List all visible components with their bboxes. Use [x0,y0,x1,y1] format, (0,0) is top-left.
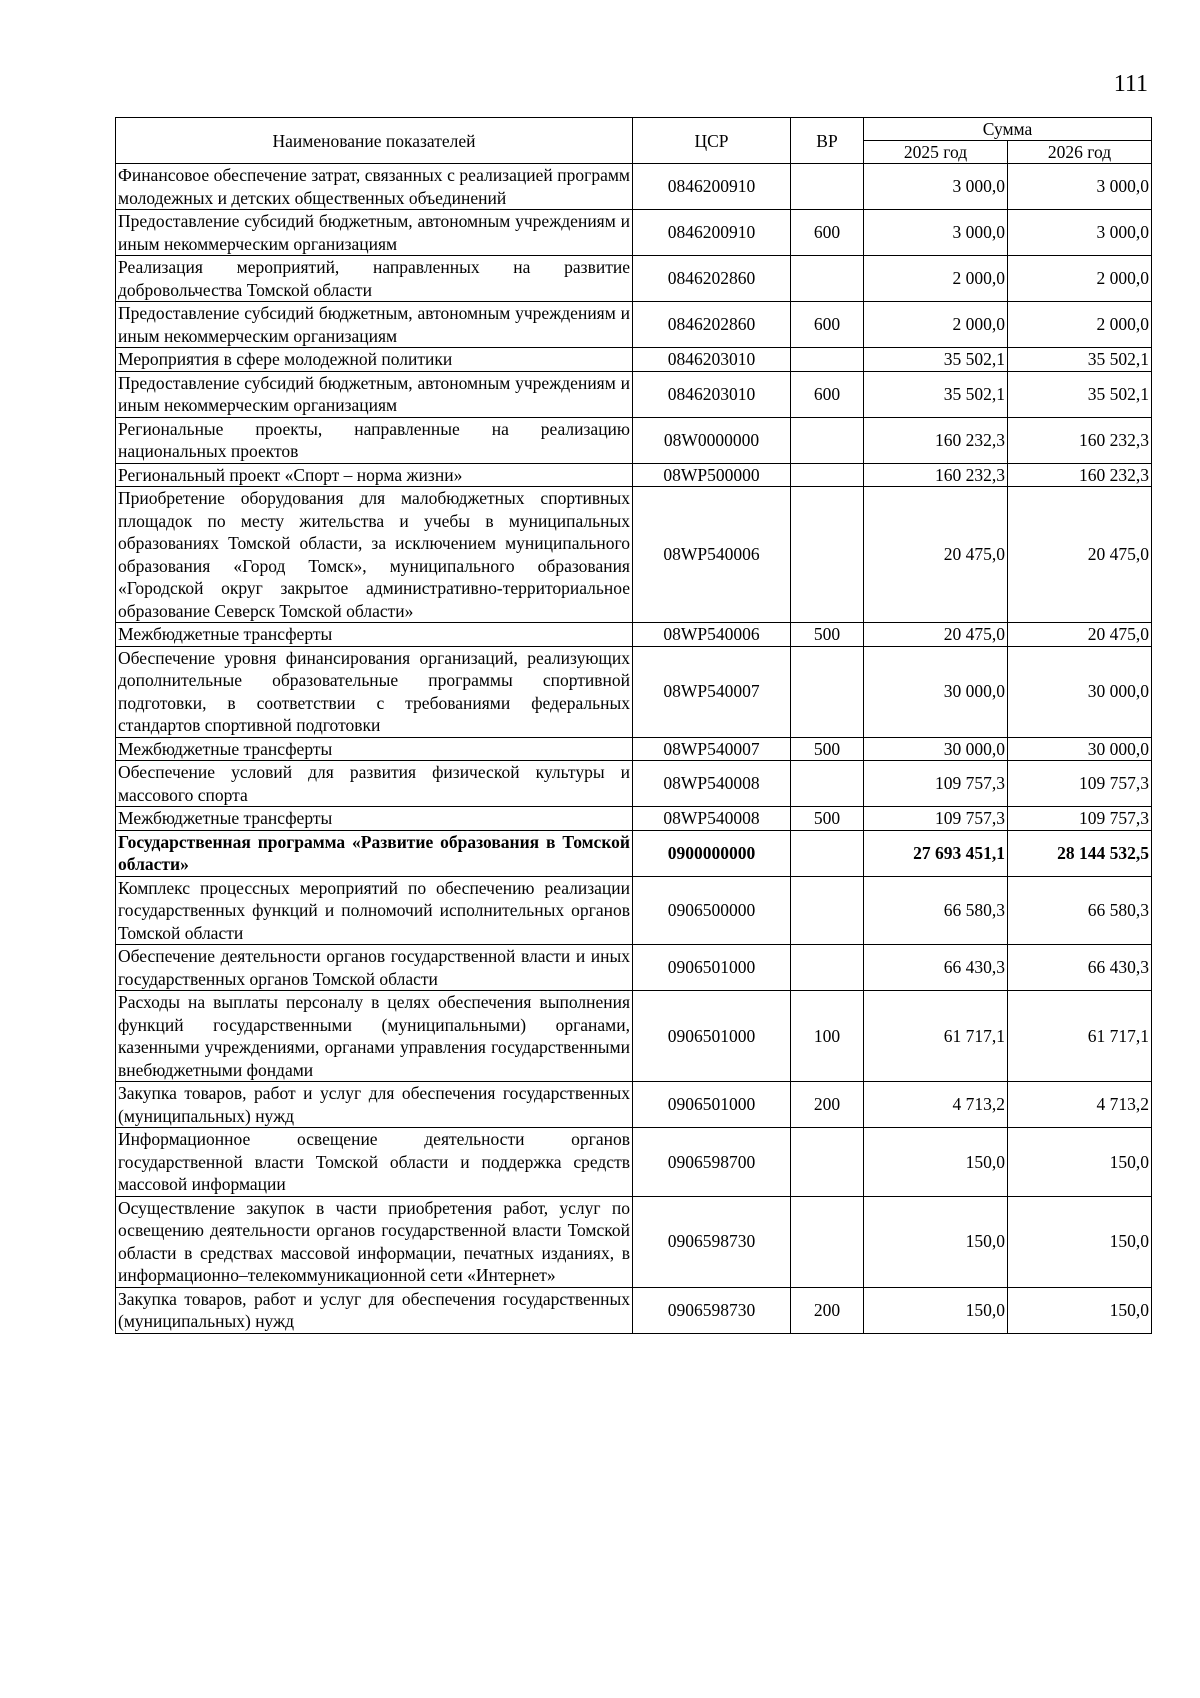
row-name-cell: Реализация мероприятий, направленных на развитие добровольчества Томской области [116,256,633,302]
row-sum-2025-cell: 2 000,0 [864,302,1008,348]
row-vr-cell: 600 [791,210,864,256]
table-row [116,737,1152,761]
table-row [116,1196,1152,1287]
row-name-cell: Межбюджетные трансферты [116,623,633,647]
row-vr-cell: 500 [791,623,864,647]
table-row [116,371,1152,417]
row-csr-cell: 08W0000000 [633,417,791,463]
row-name-cell: Региональный проект «Спорт – норма жизни» [116,463,633,487]
row-sum-2025-cell: 3 000,0 [864,164,1008,210]
row-vr-cell: 100 [791,991,864,1082]
row-sum-2025-cell: 150,0 [864,1128,1008,1197]
table-row [116,210,1152,256]
row-name-cell: Расходы на выплаты персоналу в целях обеспечения выполнения функций государственными (муниципальными) органами, казенными учреждениями, органами управления государственными внебюджетными фондами [116,991,633,1082]
row-csr-cell: 0900000000 [633,830,791,876]
row-vr-cell [791,1196,864,1287]
table-row [116,830,1152,876]
row-csr-cell: 08WP500000 [633,463,791,487]
row-csr-cell: 08WP540006 [633,623,791,647]
row-name-cell: Приобретение оборудования для малобюджетных спортивных площадок по месту жительства и учебы в муниципальных образованиях Томской области, за исключением муниципального образования «Город Томск», муниципального образования «Городской округ закрытое административно-территориальное образование Северск Томской области» [116,487,633,623]
row-vr-cell: 500 [791,737,864,761]
row-name-cell: Комплекс процессных мероприятий по обеспечению реализации государственных функций и полномочий исполнительных органов Томской области [116,876,633,945]
row-sum-2026-cell: 109 757,3 [1008,807,1152,831]
row-sum-2026-cell: 30 000,0 [1008,646,1152,737]
row-sum-2025-cell: 20 475,0 [864,487,1008,623]
row-sum-2026-cell: 150,0 [1008,1287,1152,1333]
row-sum-2025-cell: 27 693 451,1 [864,830,1008,876]
row-csr-cell: 0906598700 [633,1128,791,1197]
table-row [116,348,1152,372]
row-name-cell: Финансовое обеспечение затрат, связанных с реализацией программ молодежных и детских общественных объединений [116,164,633,210]
row-sum-2025-cell: 4 713,2 [864,1082,1008,1128]
row-name-cell: Обеспечение деятельности органов государственной власти и иных государственных органов Томской области [116,945,633,991]
row-sum-2025-cell: 30 000,0 [864,646,1008,737]
row-csr-cell: 0846203010 [633,348,791,372]
row-sum-2025-cell: 3 000,0 [864,210,1008,256]
table-row [116,302,1152,348]
row-sum-2025-cell: 2 000,0 [864,256,1008,302]
row-vr-cell [791,830,864,876]
table-row [116,761,1152,807]
table-row [116,164,1152,210]
row-csr-cell: 08WP540007 [633,737,791,761]
header-vr: ВР [791,118,864,164]
row-csr-cell: 08WP540008 [633,807,791,831]
row-sum-2025-cell: 66 580,3 [864,876,1008,945]
row-sum-2026-cell: 109 757,3 [1008,761,1152,807]
row-csr-cell: 0906598730 [633,1287,791,1333]
row-csr-cell: 0846202860 [633,302,791,348]
table-row [116,417,1152,463]
row-sum-2026-cell: 20 475,0 [1008,487,1152,623]
row-name-cell: Осуществление закупок в части приобретения работ, услуг по освещению деятельности органов государственной власти Томской области в средствах массовой информации, печатных изданиях, в информационно–телекоммуникационной сети «Интернет» [116,1196,633,1287]
row-name-cell: Предоставление субсидий бюджетным, автономным учреждениям и иным некоммерческим организациям [116,210,633,256]
row-sum-2026-cell: 3 000,0 [1008,164,1152,210]
row-sum-2025-cell: 35 502,1 [864,348,1008,372]
table-row [116,945,1152,991]
row-vr-cell: 200 [791,1287,864,1333]
row-name-cell: Обеспечение уровня финансирования организаций, реализующих дополнительные образовательные программы спортивной подготовки, в соответствии с требованиями федеральных стандартов спортивной подготовки [116,646,633,737]
row-csr-cell: 0906501000 [633,991,791,1082]
row-sum-2025-cell: 109 757,3 [864,761,1008,807]
table-body [116,164,1152,1334]
table-row [116,1287,1152,1333]
row-csr-cell: 0906501000 [633,945,791,991]
row-name-cell: Закупка товаров, работ и услуг для обеспечения государственных (муниципальных) нужд [116,1082,633,1128]
row-sum-2026-cell: 35 502,1 [1008,371,1152,417]
table-row [116,991,1152,1082]
row-sum-2025-cell: 160 232,3 [864,417,1008,463]
row-vr-cell [791,348,864,372]
page-number: 111 [1113,71,1148,97]
row-vr-cell [791,417,864,463]
row-csr-cell: 0846202860 [633,256,791,302]
row-csr-cell: 0846200910 [633,210,791,256]
row-sum-2026-cell: 150,0 [1008,1128,1152,1197]
row-name-cell: Обеспечение условий для развития физической культуры и массового спорта [116,761,633,807]
row-name-cell: Межбюджетные трансферты [116,737,633,761]
row-sum-2025-cell: 66 430,3 [864,945,1008,991]
table-row [116,646,1152,737]
table-row [116,256,1152,302]
row-name-cell: Закупка товаров, работ и услуг для обеспечения государственных (муниципальных) нужд [116,1287,633,1333]
row-vr-cell [791,646,864,737]
row-csr-cell: 0906501000 [633,1082,791,1128]
budget-table [115,117,1152,1334]
row-vr-cell [791,256,864,302]
row-vr-cell [791,164,864,210]
table-row [116,1128,1152,1197]
row-sum-2026-cell: 2 000,0 [1008,302,1152,348]
row-sum-2026-cell: 2 000,0 [1008,256,1152,302]
row-sum-2026-cell: 20 475,0 [1008,623,1152,647]
row-vr-cell: 500 [791,807,864,831]
table-row [116,807,1152,831]
row-sum-2026-cell: 66 580,3 [1008,876,1152,945]
row-name-cell: Предоставление субсидий бюджетным, автономным учреждениям и иным некоммерческим организациям [116,371,633,417]
row-csr-cell: 0906500000 [633,876,791,945]
header-sum: Сумма [864,118,1152,141]
table-row [116,876,1152,945]
row-name-cell: Региональные проекты, направленные на реализацию национальных проектов [116,417,633,463]
row-sum-2025-cell: 30 000,0 [864,737,1008,761]
row-sum-2026-cell: 61 717,1 [1008,991,1152,1082]
header-year-2026: 2026 год [1008,141,1152,164]
header-year-2025: 2025 год [864,141,1008,164]
row-sum-2026-cell: 3 000,0 [1008,210,1152,256]
row-sum-2026-cell: 160 232,3 [1008,417,1152,463]
row-name-cell: Межбюджетные трансферты [116,807,633,831]
row-vr-cell [791,487,864,623]
row-sum-2025-cell: 61 717,1 [864,991,1008,1082]
row-csr-cell: 0846200910 [633,164,791,210]
row-sum-2026-cell: 160 232,3 [1008,463,1152,487]
row-vr-cell [791,761,864,807]
row-sum-2026-cell: 28 144 532,5 [1008,830,1152,876]
row-vr-cell: 600 [791,371,864,417]
row-sum-2025-cell: 35 502,1 [864,371,1008,417]
row-sum-2025-cell: 109 757,3 [864,807,1008,831]
row-csr-cell: 08WP540007 [633,646,791,737]
table-row [116,623,1152,647]
row-vr-cell: 600 [791,302,864,348]
row-vr-cell [791,945,864,991]
row-vr-cell: 200 [791,1082,864,1128]
header-name: Наименование показателей [116,118,633,164]
row-name-cell: Государственная программа «Развитие образования в Томской области» [116,830,633,876]
row-sum-2026-cell: 4 713,2 [1008,1082,1152,1128]
table-row [116,463,1152,487]
row-sum-2026-cell: 35 502,1 [1008,348,1152,372]
row-sum-2026-cell: 150,0 [1008,1196,1152,1287]
row-csr-cell: 0846203010 [633,371,791,417]
row-sum-2026-cell: 30 000,0 [1008,737,1152,761]
row-sum-2025-cell: 150,0 [864,1196,1008,1287]
header-csr: ЦСР [633,118,791,164]
row-sum-2025-cell: 20 475,0 [864,623,1008,647]
row-csr-cell: 0906598730 [633,1196,791,1287]
row-vr-cell [791,463,864,487]
row-sum-2025-cell: 150,0 [864,1287,1008,1333]
table-row [116,487,1152,623]
row-csr-cell: 08WP540008 [633,761,791,807]
row-sum-2026-cell: 66 430,3 [1008,945,1152,991]
row-name-cell: Информационное освещение деятельности органов государственной власти Томской области и поддержка средств массовой информации [116,1128,633,1197]
row-name-cell: Предоставление субсидий бюджетным, автономным учреждениям и иным некоммерческим организациям [116,302,633,348]
row-csr-cell: 08WP540006 [633,487,791,623]
row-name-cell: Мероприятия в сфере молодежной политики [116,348,633,372]
row-sum-2025-cell: 160 232,3 [864,463,1008,487]
row-vr-cell [791,876,864,945]
table-row [116,1082,1152,1128]
row-vr-cell [791,1128,864,1197]
